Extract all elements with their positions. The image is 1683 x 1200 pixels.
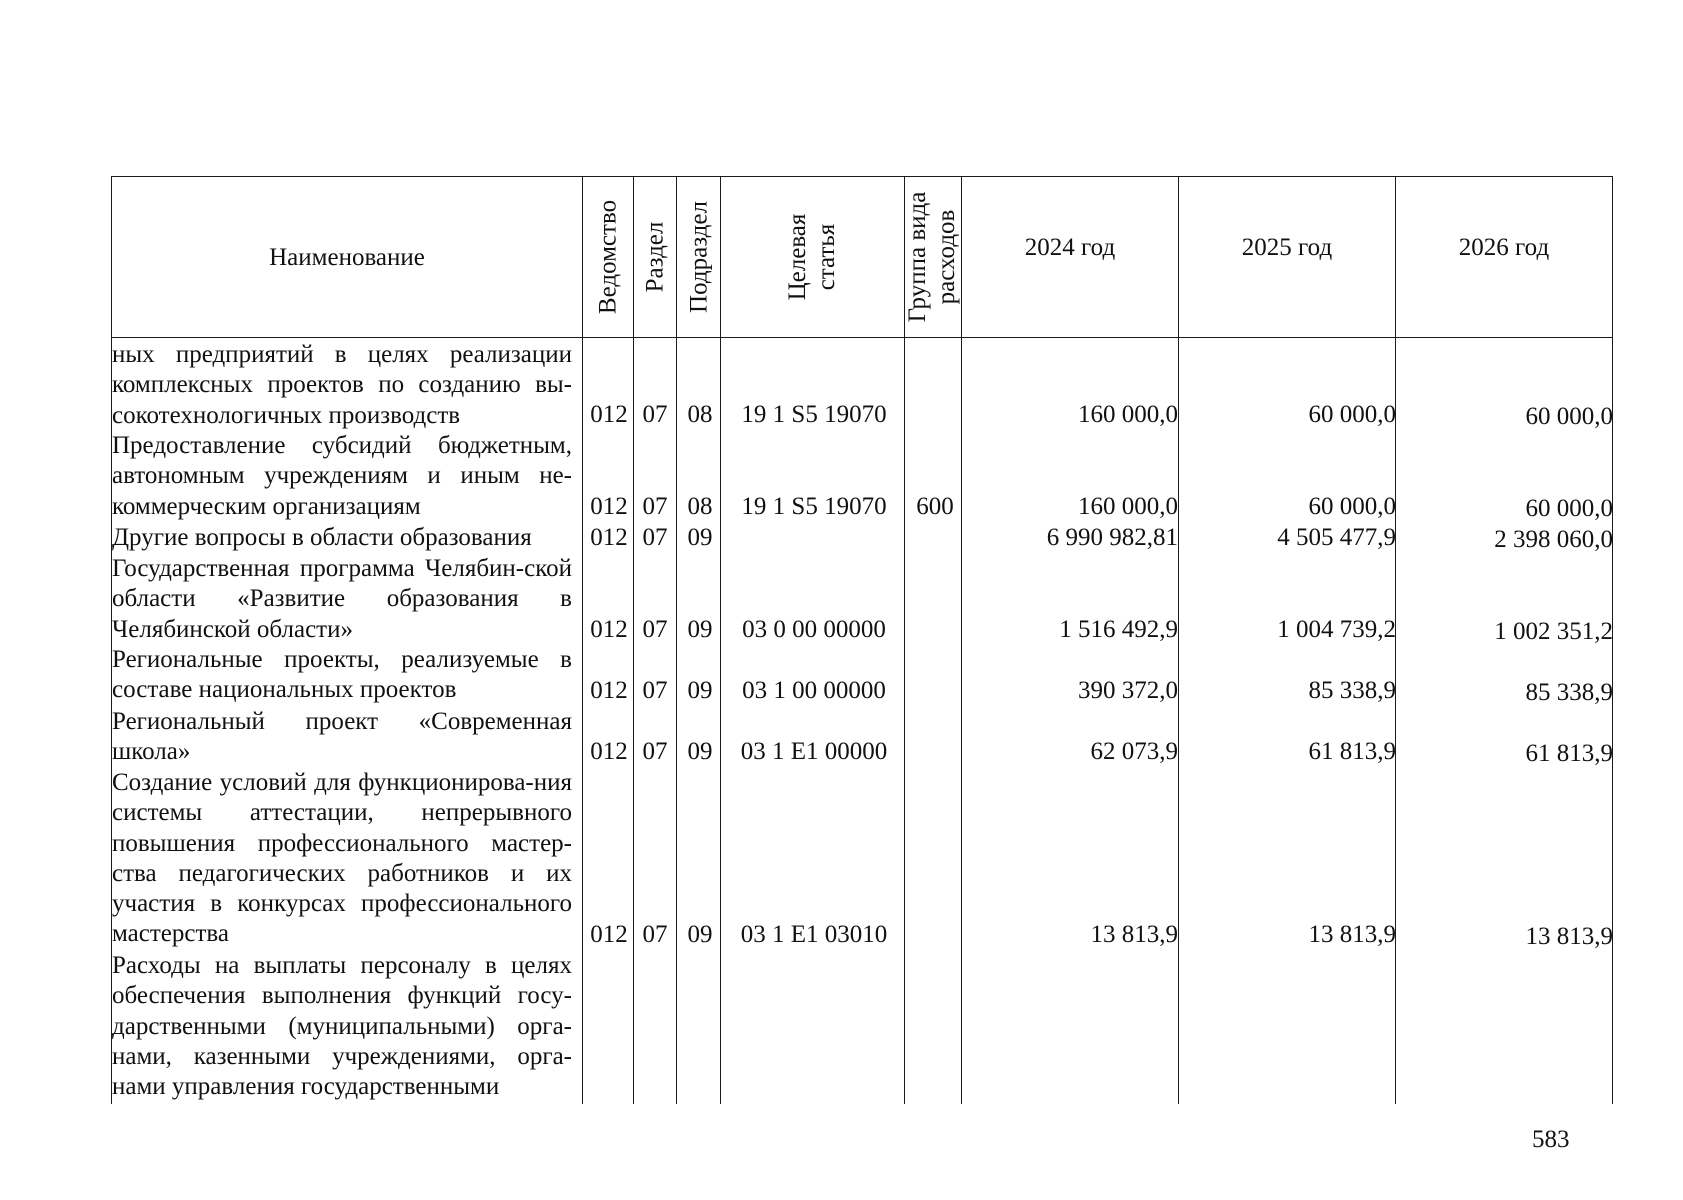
row-grp: 600	[916, 493, 954, 520]
header-celevaya-line2: статья	[813, 223, 840, 291]
row-2024: 1 516 492,9	[1059, 616, 1178, 643]
header-celevaya	[783, 214, 841, 301]
row-ved: 012	[590, 524, 628, 551]
row-name: Государственная программа Челябин-ской области «Развитие образования в Челябинской области»	[112, 555, 572, 643]
row-ved: 012	[590, 401, 628, 428]
row-ved: 012	[590, 677, 628, 704]
row-cel: 03 1 E1 03010	[740, 921, 888, 948]
row-cel: 03 0 00 00000	[742, 616, 886, 643]
header-name: Наименование	[269, 243, 425, 271]
row-2024: 160 000,0	[1078, 493, 1178, 520]
row-2025: 60 000,0	[1308, 493, 1396, 520]
row-name: Предоставление субсидий бюджетным, автономным учреждениям и иным не-коммерческим организациям	[112, 432, 572, 520]
row-raz: 07	[642, 524, 668, 551]
row-2025: 1 004 739,2	[1277, 616, 1396, 643]
header-podrazdel: Подраздел	[685, 201, 713, 313]
row-2025: 61 813,9	[1308, 738, 1396, 765]
page-number: 583	[1532, 1126, 1570, 1153]
row-ved: 012	[590, 616, 628, 643]
row-2025: 85 338,9	[1308, 677, 1396, 704]
row-ved: 012	[590, 921, 628, 948]
row-2025: 60 000,0	[1308, 401, 1396, 428]
row-raz: 07	[642, 401, 668, 428]
col-border-y24	[961, 176, 962, 1104]
row-pod: 08	[687, 493, 713, 520]
row-raz: 07	[642, 738, 668, 765]
row-name: ных предприятий в целях реализации комплексных проектов по созданию вы-сокотехнологичных производств	[112, 341, 572, 429]
row-2025: 4 505 477,9	[1277, 524, 1396, 551]
header-vedomstvo: Ведомство	[594, 199, 622, 315]
header-gruppa	[903, 192, 961, 323]
row-2026: 60 000,0	[1525, 403, 1613, 430]
row-2024: 62 073,9	[1090, 738, 1178, 765]
row-2024: 390 372,0	[1078, 677, 1178, 704]
row-2025: 13 813,9	[1308, 921, 1396, 948]
col-border-pod	[676, 176, 677, 1104]
header-gruppa-line1: Группа вида	[904, 191, 931, 323]
header-2026: 2026 год	[1458, 233, 1550, 261]
row-pod: 09	[687, 524, 713, 551]
row-pod: 09	[687, 921, 713, 948]
row-pod: 09	[687, 738, 713, 765]
header-razdel: Раздел	[641, 221, 669, 293]
row-2026: 13 813,9	[1525, 923, 1613, 950]
row-pod: 09	[687, 616, 713, 643]
header-2024: 2024 год	[1024, 233, 1116, 261]
row-raz: 07	[642, 616, 668, 643]
row-2024: 13 813,9	[1090, 921, 1178, 948]
header-celevaya-line1: Целевая	[784, 213, 811, 301]
row-2026: 2 398 060,0	[1494, 526, 1613, 553]
row-name: Региональный проект «Современная школа»	[112, 708, 572, 766]
row-pod: 08	[687, 401, 713, 428]
row-ved: 012	[590, 738, 628, 765]
col-border-ved	[582, 176, 583, 1104]
row-2026: 60 000,0	[1525, 495, 1613, 522]
row-name: Создание условий для функционирова-ния системы аттестации, непрерывного повышения профессионального мастер-ства педагогических работников и их участия в конкурсах профессионального мастерства	[112, 769, 572, 948]
row-2026: 85 338,9	[1525, 679, 1613, 706]
row-2026: 61 813,9	[1525, 740, 1613, 767]
row-cel: 03 1 E1 00000	[740, 738, 888, 765]
header-gruppa-line2: расходов	[933, 209, 960, 305]
row-2024: 6 990 982,81	[1046, 524, 1178, 551]
row-2024: 160 000,0	[1078, 401, 1178, 428]
row-cel: 03 1 00 00000	[742, 677, 886, 704]
header-bottom-border	[111, 337, 1613, 338]
row-name: Другие вопросы в области образования	[112, 524, 532, 551]
row-raz: 07	[642, 921, 668, 948]
row-ved: 012	[590, 493, 628, 520]
col-border-y25	[1178, 176, 1179, 1104]
row-name: Расходы на выплаты персоналу в целях обеспечения выполнения функций госу-дарственными (муниципальными) орга-нами, казенными учреждениями, орга-нами управления государственными	[112, 952, 572, 1101]
row-cel: 19 1 S5 19070	[741, 493, 887, 520]
row-name: Региональные проекты, реализуемые в составе национальных проектов	[112, 646, 572, 704]
row-raz: 07	[642, 677, 668, 704]
row-2026: 1 002 351,2	[1494, 618, 1613, 645]
row-pod: 09	[687, 677, 713, 704]
row-cel: 19 1 S5 19070	[741, 401, 887, 428]
row-raz: 07	[642, 493, 668, 520]
header-2025: 2025 год	[1241, 233, 1333, 261]
